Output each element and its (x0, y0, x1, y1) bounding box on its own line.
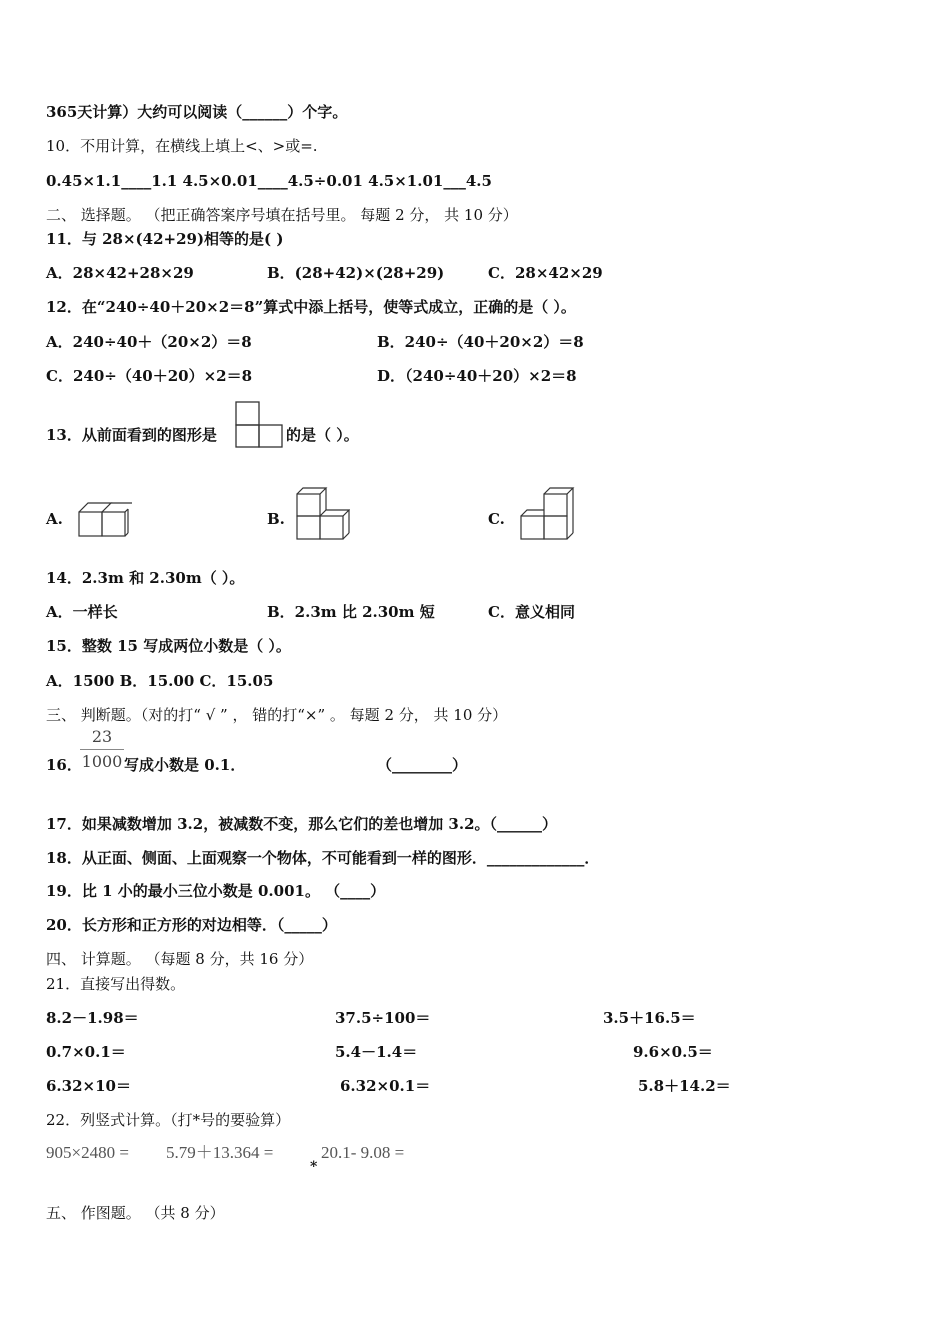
q14-option-c: C．意义相同 (488, 603, 575, 621)
q13-prefix: 13．从前面看到的图形是 (46, 426, 217, 444)
q16-blank: （________） (377, 756, 468, 774)
q21-item: 6.32×0.1＝ (340, 1077, 431, 1095)
q13-suffix: 的是（ ）。 (286, 426, 359, 444)
q21-item: 5.4－1.4＝ (335, 1043, 418, 1061)
q12-option-d: D．（240÷40＋20）×2＝8 (377, 367, 577, 385)
q11-option-c: C．28×42×29 (488, 264, 603, 282)
q21-item: 37.5÷100＝ (335, 1009, 431, 1027)
front-view-figure (235, 401, 285, 449)
q16-numerator: 23 (91, 727, 113, 746)
q21-item: 9.6×0.5＝ (633, 1043, 713, 1061)
q21-item: 0.7×0.1＝ (46, 1043, 126, 1061)
q12-title: 12．在“240÷40＋20×2＝8”算式中添上括号，使等式成立，正确的是（ ）。 (46, 298, 576, 316)
q11-option-a: A．28×42+28×29 (46, 264, 194, 282)
q13-cubes-a (76, 498, 132, 540)
q20: 20．长方形和正方形的对边相等．（_____） (46, 916, 337, 934)
section-2-heading: 二、 选择题。 （把正确答案序号填在括号里。 每题 2 分， 共 10 分） (46, 206, 518, 224)
q10-items: 0.45×1.1____1.1 4.5×0.01____4.5÷0.01 4.5×1.01___4.5 (46, 172, 492, 190)
q16-fraction (80, 726, 124, 773)
q22-title: 22．列竖式计算。（打*号的要验算） (46, 1111, 291, 1129)
q12-option-c: C．240÷（40＋20）×2＝8 (46, 367, 253, 385)
section-4-heading: 四、 计算题。 （每题 8 分，共 16 分） (46, 950, 314, 968)
q9-tail: 365天计算）大约可以阅读（______）个字。 (46, 103, 348, 121)
q11-title: 11．与 28×(42+29)相等的是( ) (46, 230, 284, 248)
q22-item: 5.79＋13.364 = (166, 1143, 274, 1162)
q14-option-a: A．一样长 (46, 603, 118, 621)
q13-option-c: C. (488, 510, 505, 528)
q16-denominator: 1000 (81, 752, 123, 771)
q13-cubes-c (518, 484, 578, 542)
q13-option-b: B. (267, 510, 285, 528)
q17: 17．如果减数增加 3.2，被减数不变，那么它们的差也增加 3.2。（______） (46, 815, 558, 833)
q21-item: 8.2－1.98＝ (46, 1009, 139, 1027)
q21-item: 6.32×10＝ (46, 1077, 131, 1095)
section-5-heading: 五、 作图题。 （共 8 分） (46, 1204, 225, 1222)
q12-option-b: B．240÷（40＋20×2）＝8 (377, 333, 584, 351)
q15-options: A．1500 B．15.00 C．15.05 (46, 672, 274, 690)
q14-title: 14．2.3m 和 2.30m（ ）。 (46, 569, 245, 587)
q18: 18．从正面、侧面、上面观察一个物体，不可能看到一样的图形．_____________． (46, 849, 600, 867)
section-3-heading: 三、 判断题。（对的打“ √ ” ， 错的打“×” 。 每题 2 分， 共 10 分） (46, 706, 508, 724)
q13-cubes-b (294, 484, 350, 542)
q12-option-a: A．240÷40＋（20×2）＝8 (46, 333, 252, 351)
q16-text: 写成小数是 0.1． (124, 756, 246, 774)
q19: 19．比 1 小的最小三位小数是 0.001。 （____） (46, 882, 386, 900)
q11-option-b: B．(28+42)×(28+29) (267, 264, 445, 282)
q10-title: 10．不用计算，在横线上填上<、>或=. (46, 137, 318, 155)
q22-item: 905×2480 = (46, 1143, 129, 1162)
q22-item: 20.1- 9.08 = (321, 1143, 405, 1162)
q21-item: 5.8＋14.2＝ (638, 1077, 731, 1095)
fraction-bar (80, 749, 124, 750)
q21-item: 3.5＋16.5＝ (603, 1009, 696, 1027)
q14-option-b: B．2.3m 比 2.30m 短 (267, 603, 435, 621)
q15-title: 15．整数 15 写成两位小数是（ ）。 (46, 637, 291, 655)
verify-star: * (310, 1159, 318, 1175)
q13-option-a: A. (46, 510, 63, 528)
q16-number: 16． (46, 756, 82, 774)
q21-title: 21．直接写出得数。 (46, 975, 186, 993)
